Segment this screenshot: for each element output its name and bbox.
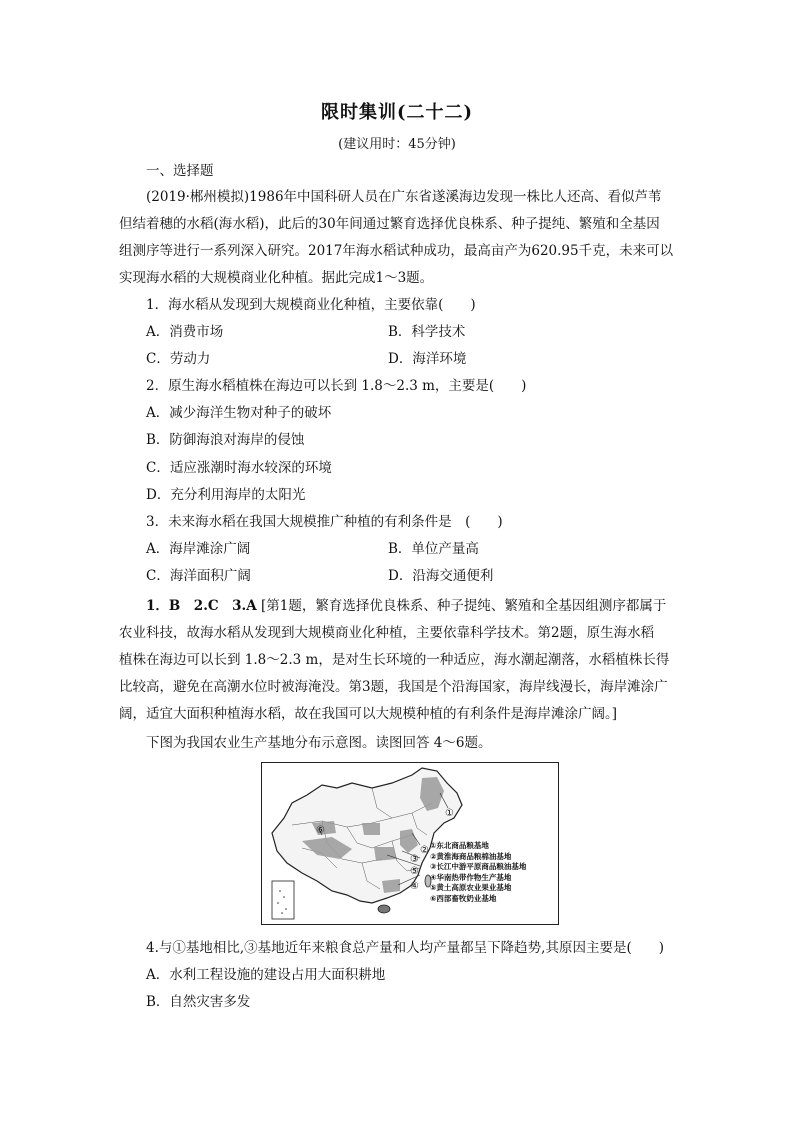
answer-line-1 — [146, 597, 666, 615]
legend-item: ③长江中游平原商品粮油基地 — [430, 862, 527, 871]
question-2-option-b: B．防御海浪对海岸的侵蚀 — [146, 432, 305, 448]
answer-line: 比较高，避免在高潮水位时被海淹没。第3题，我国是个沿海国家，海岸线漫长，海岸滩涂广 — [119, 679, 668, 695]
question-3-option-d: D．沿海交通便利 — [388, 568, 494, 584]
map-marker: ③ — [410, 854, 419, 865]
question-3-option-c: C．海洋面积广阔 — [146, 568, 251, 584]
question-4-stem: 4.与①基地相比,③基地近年来粮食总产量和人均产量都呈下降趋势,其原因主要是( ) — [146, 940, 664, 956]
legend-item: ④华南热带作物生产基地 — [430, 872, 512, 882]
map-intro: 下图为我国农业生产基地分布示意图。读图回答 4～6题。 — [146, 735, 492, 751]
passage-line: (2019·郴州模拟)1986年中国科研人员在广东省遂溪海边发现一株比人还高、看似芦苇 — [146, 189, 662, 205]
answer-line: 阔，适宜大面积种植海水稻，故在我国可以大规模种植的有利条件是海岸滩涂广阔。] — [119, 706, 618, 722]
base-region — [382, 879, 400, 893]
map-marker: ④ — [410, 881, 419, 892]
page-title: 限时集训(二十二) — [320, 102, 474, 123]
question-4-option-a: A．水利工程设施的建设占用大面积耕地 — [146, 967, 386, 983]
question-3-stem: 3．未来海水稻在我国大规模推广种植的有利条件是 ( ) — [146, 514, 503, 530]
legend-item: ①东北商品粮基地 — [430, 841, 489, 850]
passage-line: 实现海水稻的大规模商业化种植。据此完成1～3题。 — [119, 270, 434, 286]
question-3-option-b: B．单位产量高 — [388, 541, 479, 557]
passage-line: 但结着穗的水稻(海水稻)，此后的30年间通过繁育选择优良株系、种子提纯、繁殖和全基因 — [119, 216, 660, 232]
question-1-option-c: C．劳动力 — [146, 351, 211, 367]
passage-line: 组测序等进行一系列深入研究。2017年海水稻试种成功，最高亩产为620.95千克，未来可以 — [119, 243, 674, 259]
question-2-option-d: D．充分利用海岸的太阳光 — [146, 487, 306, 503]
question-2-option-c: C．适应涨潮时海水较深的环境 — [146, 460, 332, 476]
map-legend — [430, 841, 526, 904]
answer-keys: 1．B 2.C 3.A — [146, 598, 257, 614]
map-marker: ⑥ — [316, 825, 325, 836]
question-4-option-b: B．自然灾害多发 — [146, 994, 251, 1010]
question-1-stem: 1．海水稻从发现到大规模商业化种植，主要依靠( ) — [146, 297, 476, 313]
question-3-option-a: A．海岸滩涂广阔 — [146, 541, 251, 557]
question-1-option-a: A．消费市场 — [146, 324, 224, 340]
legend-item: ⑥西部畜牧奶业基地 — [430, 893, 497, 903]
section-heading: 一、选择题 — [146, 163, 214, 179]
legend-item: ②黄淮海商品粮棉油基地 — [430, 851, 512, 861]
question-1-option-b: B．科学技术 — [388, 324, 466, 340]
china-agriculture-map — [261, 762, 559, 925]
legend-item: ⑤黄土高原农业果业基地 — [430, 883, 512, 892]
map-marker: ② — [420, 845, 429, 856]
answer-line: 农业科技，故海水稻从发现到大规模商业化种植，主要依靠科学技术。第2题，原生海水稻 — [119, 625, 655, 641]
answer-text: [第1题，繁育选择优良株系、种子提纯、繁殖和全基因组测序都属于 — [261, 598, 667, 614]
answer-line: 植株在海边可以长到 1.8～2.3 m，是对生长环境的一种适应，海水潮起潮落，水稻植株长得 — [119, 652, 670, 668]
question-1-option-d: D．海洋环境 — [388, 351, 467, 367]
base-region — [362, 823, 380, 835]
map-marker: ⑤ — [410, 866, 419, 877]
base-region — [374, 847, 396, 861]
question-2-option-a: A．减少海洋生物对种子的破坏 — [146, 405, 332, 421]
question-2-stem: 2．原生海水稻植株在海边可以长到 1.8～2.3 m，主要是( ) — [146, 378, 527, 394]
south-sea-inset — [272, 881, 294, 919]
page-subtitle: (建议用时：45分钟) — [338, 137, 456, 152]
map-marker: ① — [445, 808, 454, 819]
hainan-island — [378, 905, 390, 913]
